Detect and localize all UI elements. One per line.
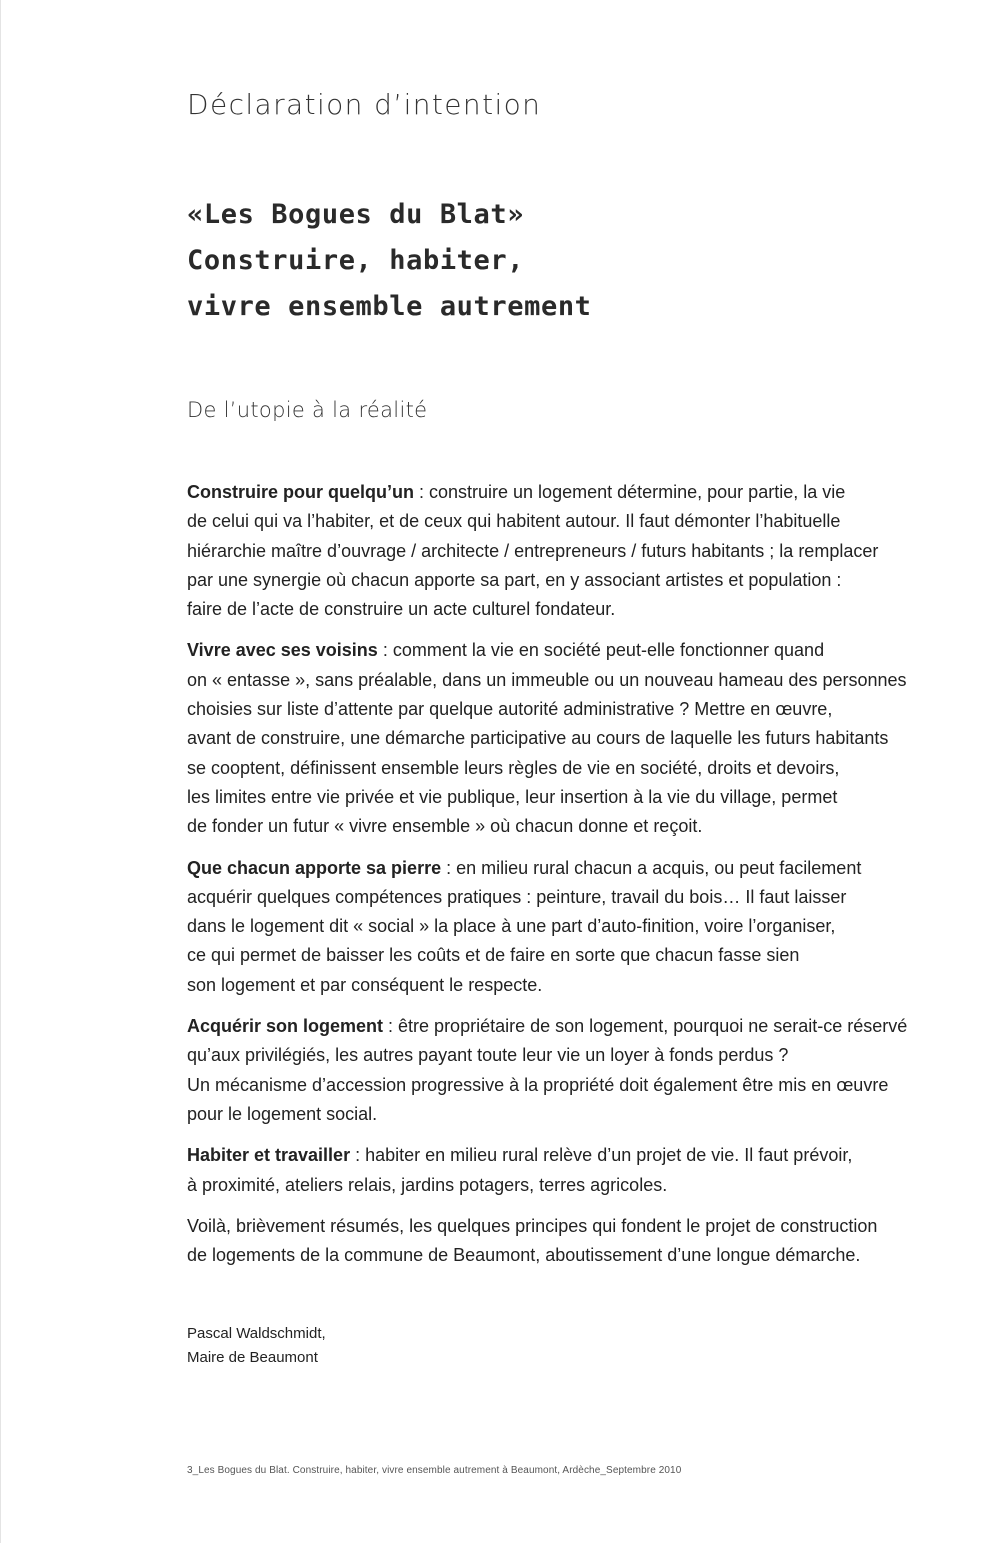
paragraph-vivre-voisins (187, 636, 987, 841)
paragraph-lead: Vivre avec ses voisins (187, 640, 378, 661)
paragraph-line (187, 1141, 987, 1170)
paragraph-lead: Acquérir son logement (187, 1016, 384, 1037)
paragraph-line: hiérarchie maître d’ouvrage / architecte / entrepreneurs / futurs habitants ; la remplacer (187, 540, 879, 561)
document-heading: Déclaration d’intention (187, 88, 542, 121)
paragraph-line: qu’aux privilégiés, les autres payant toute leur vie un loyer à fonds perdus ? (187, 1045, 789, 1066)
paragraph-acquerir-logement (187, 1012, 987, 1129)
body-text (187, 478, 987, 1282)
paragraph-line: de celui qui va l’habiter, et de ceux qui habitent autour. Il faut démonter l’habituelle (187, 511, 841, 532)
paragraph-line: de fonder un futur « vivre ensemble » où chacun donne et reçoit. (187, 816, 703, 837)
paragraph-line-text: : être propriétaire de son logement, pourquoi ne serait-ce réservé (383, 1016, 908, 1037)
paragraph-line: se cooptent, définissent ensemble leurs règles de vie en société, droits et devoirs, (187, 757, 840, 778)
paragraph-habiter-travailler (187, 1141, 987, 1200)
paragraph-apporte-pierre (187, 854, 987, 1000)
paragraph-line-text: : habiter en milieu rural relève d’un projet de vie. Il faut prévoir, (350, 1145, 853, 1166)
paragraph-line: faire de l’acte de construire un acte culturel fondateur. (187, 599, 616, 620)
paragraph-line: Un mécanisme d’accession progressive à la propriété doit également être mis en œuvre (187, 1074, 889, 1095)
paragraph-lead: Que chacun apporte sa pierre (187, 857, 442, 878)
paragraph-line-text: : en milieu rural chacun a acquis, ou peut facilement (441, 857, 862, 878)
paragraph-line: pour le logement social. (187, 1103, 378, 1124)
paragraph-line: on « entasse », sans préalable, dans un immeuble ou un nouveau hameau des personnes (187, 669, 907, 690)
signature-block (187, 1322, 326, 1370)
page-footer: 3_Les Bogues du Blat. Construire, habiter, vivre ensemble autrement à Beaumont, Ardèche_Septembre 2010 (187, 1465, 682, 1476)
main-title (187, 192, 592, 330)
paragraph-line (187, 1012, 987, 1041)
paragraph-line: à proximité, ateliers relais, jardins potagers, terres agricoles. (187, 1174, 668, 1195)
main-title-line-3: vivre ensemble autrement (187, 291, 592, 322)
section-subtitle: De l’utopie à la réalité (187, 398, 428, 422)
paragraph-line-text: : construire un logement détermine, pour partie, la vie (414, 482, 846, 502)
paragraph-line (187, 854, 987, 883)
signature-name: Pascal Waldschmidt, (187, 1325, 326, 1342)
paragraph-line: son logement et par conséquent le respecte. (187, 974, 543, 995)
paragraph-line: par une synergie où chacun apporte sa part, en y associant artistes et population : (187, 569, 842, 590)
page-edge-rule (0, 0, 1, 1543)
paragraph-line: les limites entre vie privée et vie publique, leur insertion à la vie du village, permet (187, 786, 838, 807)
paragraph-line: avant de construire, une démarche participative au cours de laquelle les futurs habitants (187, 728, 889, 749)
paragraph-conclusion (187, 1212, 987, 1271)
paragraph-lead: Habiter et travailler (187, 1145, 351, 1166)
paragraph-line: Voilà, brièvement résumés, les quelques principes qui fondent le projet de construction (187, 1215, 878, 1236)
paragraph-lead: Construire pour quelqu’un (187, 482, 414, 502)
paragraph-line: de logements de la commune de Beaumont, aboutissement d’une longue démarche. (187, 1245, 861, 1266)
paragraph-line (187, 636, 987, 665)
signature-role: Maire de Beaumont (187, 1349, 318, 1366)
paragraph-line (187, 478, 987, 507)
paragraph-line-text: : comment la vie en société peut-elle fonctionner quand (377, 640, 825, 661)
paragraph-line: acquérir quelques compétences pratiques : peinture, travail du bois… Il faut laisser (187, 886, 847, 907)
paragraph-line: dans le logement dit « social » la place à une part d’auto-finition, voire l’organiser, (187, 916, 836, 937)
main-title-line-2: Construire, habiter, (187, 245, 525, 276)
paragraph-line: choisies sur liste d’attente par quelque autorité administrative ? Mettre en œuvre, (187, 699, 833, 720)
main-title-line-1: «Les Bogues du Blat» (187, 199, 525, 230)
paragraph-line: ce qui permet de baisser les coûts et de faire en sorte que chacun fasse sien (187, 945, 800, 966)
paragraph-construire (187, 478, 987, 624)
